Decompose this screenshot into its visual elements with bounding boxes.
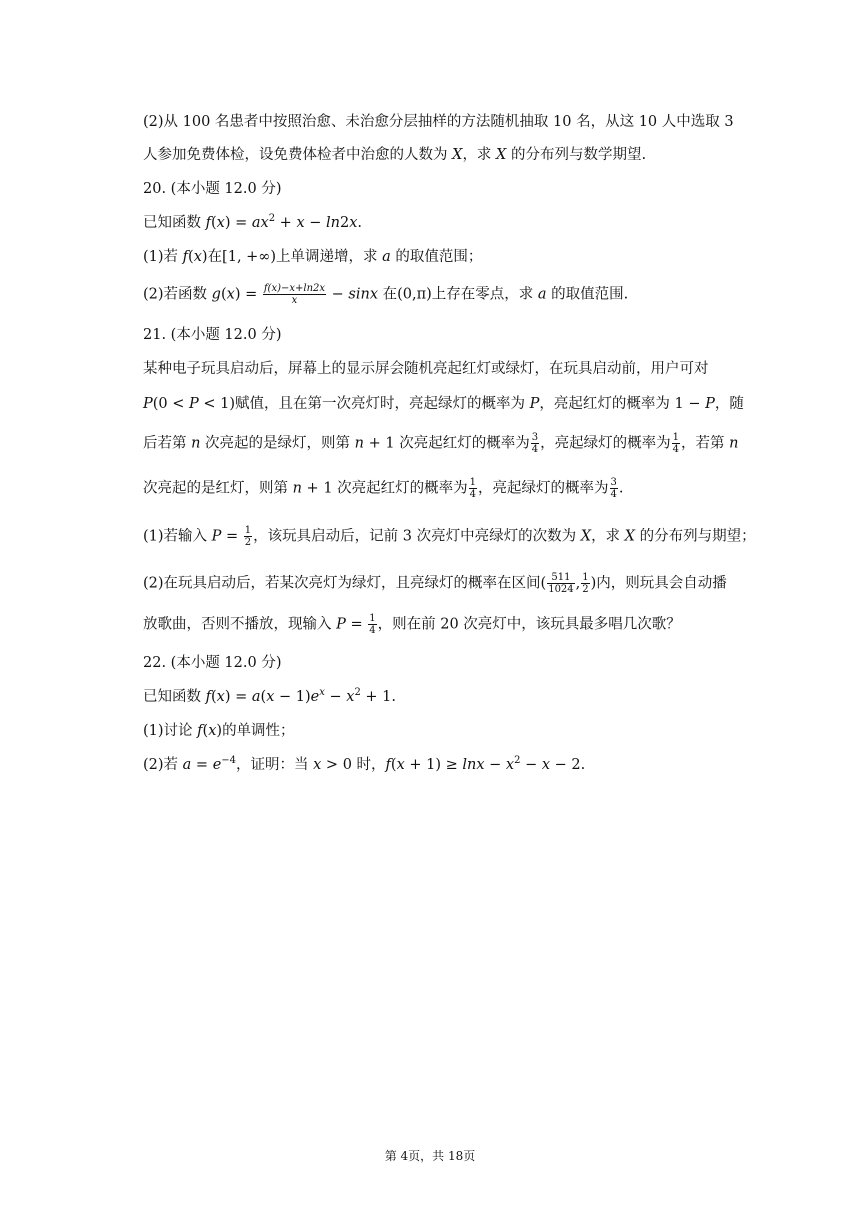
text: 的分布列与期望； [635,528,756,545]
fraction: $\frac{1}{2}$ [244,525,252,548]
q21-part2-line1: (2)在玩具启动后，若某次亮灯为绿灯，且亮绿灯的概率在区间( $\frac{511}{1024}$ , $\frac{1}{2}$ )内，则玩具会自动播 [143,572,727,595]
question-number: 22. (本小题 12.0 分) [143,655,282,671]
fraction: $\frac{1}{4}$ [469,477,477,500]
q21-part1: (1)若输入 P = $\frac{1}{2}$ ，该玩具启动后，记前 3 次亮灯中亮绿灯的次数为 X，求 X 的分布列与期望； [143,525,756,548]
text: ，求 [591,528,625,545]
text: )内，则玩具会自动播 [590,575,727,592]
text: ，求 [462,147,497,163]
text: ，该玩具启动后，记前 3 次亮灯中亮绿灯的次数为 [253,528,581,545]
q21-stem-line4: 次亮起的是红灯，则第 n + 1 次亮起红灯的概率为 $\frac{1}{4}$ ，亮起绿灯的概率为 $\frac{3}{4}$ . [143,477,624,500]
text: 在(0,π)上存在零点，求 [378,286,538,303]
fraction: $\frac{f(x)-x+\ln 2x}{x}$ [263,283,326,306]
text: ，则在前 20 次亮灯中，该玩具最多唱几次歌？ [377,616,681,633]
text: 放歌曲，否则不播放，现输入 [143,616,337,633]
fraction: $\frac{3}{4}$ [531,432,539,455]
q20-stem: 已知函数 $f(x) = ax^2 + x - \ln 2x$. [143,213,363,231]
question-number: 21. (本小题 12.0 分) [143,327,282,343]
q22-header [143,653,282,673]
text: 的取值范围； [390,249,483,265]
q21-stem-line3: 后若第 n 次亮起的是绿灯，则第 n + 1 次亮起红灯的概率为 $\frac{3}{4}$ ，亮起绿灯的概率为 $\frac{1}{4}$ ，若第 n [143,432,739,455]
q21-header [143,325,282,345]
q21-part2-line2: 放歌曲，否则不播放，现输入 P = $\frac{1}{4}$ ，则在前 20 次亮灯中，该玩具最多唱几次歌？ [143,613,681,636]
text: (1)讨论 [143,723,198,739]
text: 人参加免费体检，设免费体检者中治愈的人数为 [143,147,453,163]
text: ，若第 [680,435,730,452]
fraction: $\frac{1}{4}$ [369,613,376,636]
q20-part1: (1)若 f(x)在[1, +∞)上单调递增，求 a 的取值范围； [143,249,483,265]
text: (2)若函数 [143,286,212,303]
text: ，亮起绿灯的概率为 [478,480,609,497]
text: 已知函数 [143,215,206,231]
q20-part2: (2)若函数 g(x) = $\frac{f(x)-x+\ln 2x}{x}$ − sinx 在(0,π)上存在零点，求 a 的取值范围. [143,283,629,306]
text: + 1 次亮起红灯的概率为 [301,480,468,497]
q19-part2-line2: 人参加免费体检，设免费体检者中治愈的人数为 X，求 X 的分布列与数学期望. [143,147,647,163]
q22-stem: 已知函数 $f(x) = a(x - 1)e^x - x^2 + 1$. [143,687,397,705]
text: ，证明：当 [236,757,314,773]
text: (2)若 [143,757,183,773]
fraction: $\frac{511}{1024}$ [548,572,574,595]
fraction: $\frac{1}{4}$ [672,432,679,455]
text: 的分布列与数学期望. [506,147,647,163]
text: + 1 次亮起红灯的概率为 [364,435,530,452]
text: 时， [351,757,386,773]
text: ，亮起绿灯的概率为 [540,435,671,452]
text: 赋值，且在第一次亮灯时，亮起绿灯的概率为 [235,396,530,412]
text: 的取值范围. [546,286,629,303]
text: 后若第 [143,435,192,452]
q22-part2: (2)若 $a = e^{-4}$，证明：当 x > 0 时，$f(x + 1) \ge \ln x - x^2 - x - 2$. [143,755,586,773]
q22-part1: (1)讨论 f(x)的单调性； [143,723,295,739]
text: (1)若输入 [143,528,212,545]
text: (2)在玩具启动后，若某次亮灯为绿灯，且亮绿灯的概率在区间( [143,575,547,592]
fraction: $\frac{1}{2}$ [582,572,589,595]
text: 在[1, +∞)上单调递增，求 [207,249,383,265]
text: ，亮起红灯的概率为 1 − [539,396,706,412]
text: (1)若 [143,249,183,265]
text: (2)从 100 名患者中按照治愈、未治愈分层抽样的方法随机抽取 10 名，从这 10 人中选取 3 [143,114,734,130]
q21-stem-line1 [143,359,709,379]
text: 某种电子玩具启动后，屏幕上的显示屏会随机亮起红灯或绿灯，在玩具启动前，用户可对 [143,361,709,377]
q20-header [143,179,282,199]
fraction: $\frac{3}{4}$ [610,477,617,500]
text: 次亮起的是红灯，则第 [143,480,293,497]
text: 已知函数 [143,689,206,705]
text: 的单调性； [222,723,295,739]
page-footer: 第 4页，共 18页 [384,1149,476,1163]
q19-part2-line1 [143,112,734,132]
text: 次亮起的是绿灯，则第 [200,435,355,452]
question-number: 20. (本小题 12.0 分) [143,181,282,197]
q21-stem-line2: P(0 < P < 1)赋值，且在第一次亮灯时，亮起绿灯的概率为 P，亮起红灯的概率为 1 − P，随 [143,396,744,412]
text: ，随 [714,396,744,412]
